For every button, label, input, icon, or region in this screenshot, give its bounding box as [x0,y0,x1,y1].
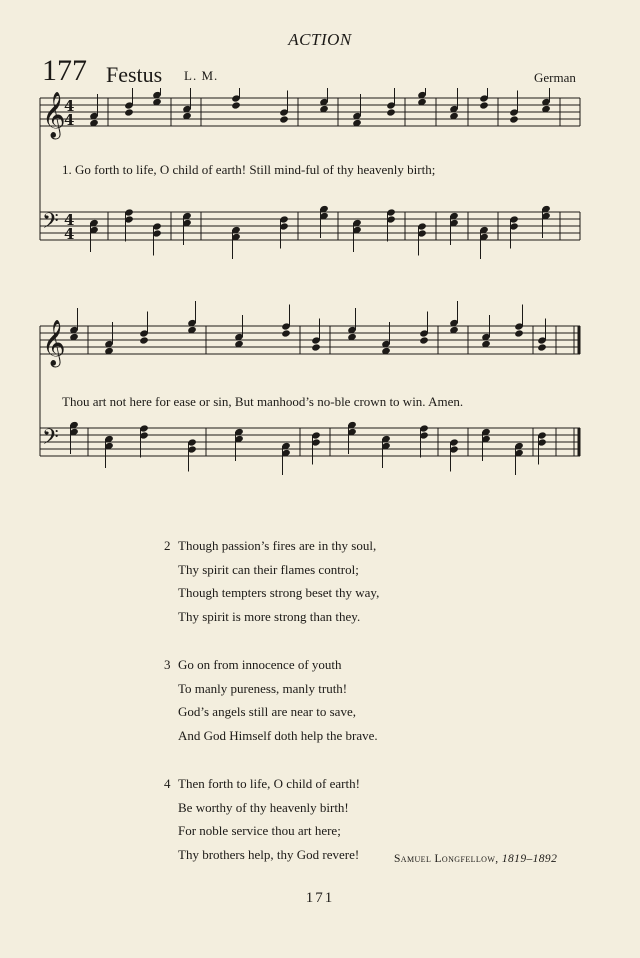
note-head [537,343,547,351]
stanza-3 [164,653,379,747]
author-years: 1819–1892 [501,853,558,865]
hymn-number: 177 [42,54,87,87]
author-name: Samuel Longfellow, [394,853,499,865]
note-head [124,108,134,116]
verse-line: Then forth to life, O child of earth! [178,776,360,791]
verse-line: Go on from innocence of youth [178,657,342,672]
meter: L. M. [184,68,219,83]
verse-line: For noble service thou art here; [178,823,341,838]
tune-source: German [534,70,576,85]
note-head [311,343,321,351]
time-signature-top: 4 [64,97,75,115]
section-title: ACTION [288,30,352,49]
note-head [479,101,489,109]
note-head [514,329,524,337]
note-head [279,115,289,123]
lyric-line-1: 1. Go forth to life, O child of earth! Still mind-ful of thy heavenly birth; [62,162,436,177]
verse-line: Though tempters strong beset thy way, [178,585,380,600]
verse-line: And God Himself doth help the brave. [178,727,378,743]
verse-line: To manly pureness, manly truth! [178,680,348,696]
verse-line: Be worthy of thy heavenly birth! [178,799,349,815]
verse-line: Thy brothers help, thy God revere! [178,846,360,862]
music-score [34,88,594,483]
stanza-4 [164,772,379,866]
page-number: 171 [305,890,335,906]
time-signature-top: 4 [64,211,75,229]
author-credit [394,853,557,865]
stanza-number: 4 [164,776,171,791]
stanza-number: 2 [164,538,171,553]
note-head [386,108,396,116]
verse-line: God’s angels still are near to save, [178,704,356,719]
note-head [419,336,429,344]
tune-name: Festus [106,62,163,87]
note-head [281,329,291,337]
verses [164,534,379,891]
time-signature-bottom: 4 [64,225,75,243]
time-signature-bottom: 4 [64,111,75,129]
stanza-2 [164,534,379,628]
treble-clef: 𝄞 [42,92,66,138]
bass-clef: 𝄢 [42,209,59,239]
lyric-line-2: Thou art not here for ease or sin, But manhood’s no-ble crown to win. Amen. [62,394,464,409]
verse-line: Though passion’s fires are in thy soul, [178,538,377,553]
note-head [509,115,519,123]
bass-clef: 𝄢 [42,425,59,455]
verse-line: Thy spirit can their flames control; [178,561,359,577]
note-head [231,101,241,109]
treble-clef: 𝄞 [42,320,66,366]
verse-line: Thy spirit is more strong than they. [178,608,361,624]
stanza-number: 3 [164,657,171,672]
note-head [139,336,149,344]
